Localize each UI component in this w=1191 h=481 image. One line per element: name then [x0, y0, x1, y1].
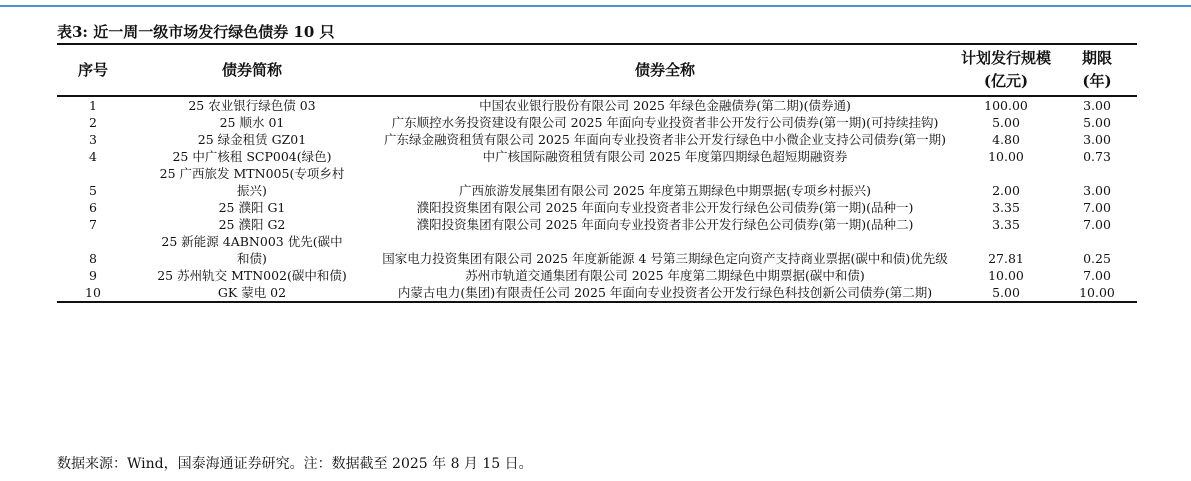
cell-amount-text: 100.00 — [984, 98, 1028, 113]
cell-term-text: 7.00 — [1083, 200, 1111, 215]
header-amount-label: 计划发行规模(亿元) — [960, 49, 1051, 90]
cell-short-name — [129, 216, 375, 233]
cell-full-name — [375, 233, 955, 267]
cell-term — [1057, 216, 1137, 233]
cell-index-text: 6 — [89, 200, 97, 215]
cell-full-name — [375, 216, 955, 233]
cell-short-name-text: 25 农业银行绿色债 03 — [188, 98, 316, 113]
cell-short-name-text: 25 顺水 01 — [219, 115, 285, 130]
header-amount — [955, 45, 1057, 96]
cell-short-name-text: 25 新能源 4ABN003 优先(碳中和债) — [161, 234, 343, 266]
cell-index-text: 5 — [89, 183, 97, 198]
cell-short-name-text: GK 蒙电 02 — [217, 285, 287, 300]
cell-term-text: 0.73 — [1083, 149, 1111, 164]
cell-full-name-text: 广东顺控水务投资建设有限公司 2025 年面向专业投资者非公开发行公司债券(第一期)(可持续挂钩) — [391, 115, 939, 130]
cell-full-name-text: 苏州市轨道交通集团有限公司 2025 年度第二期绿色中期票据(碳中和债) — [465, 268, 865, 283]
cell-short-name — [129, 267, 375, 284]
cell-amount-text: 3.35 — [992, 217, 1020, 232]
cell-index — [57, 267, 129, 284]
cell-term-text: 3.00 — [1083, 183, 1111, 198]
cell-amount — [955, 96, 1057, 114]
header-full-name: 债券全称 — [375, 45, 955, 96]
cell-index — [57, 165, 129, 199]
cell-index-text: 2 — [89, 115, 97, 130]
cell-index-text: 4 — [89, 149, 97, 164]
cell-full-name — [375, 148, 955, 165]
cell-amount — [955, 165, 1057, 199]
cell-full-name — [375, 96, 955, 114]
cell-short-name-text: 25 广西旅发 MTN005(专项乡村振兴) — [159, 166, 345, 198]
cell-term — [1057, 165, 1137, 199]
cell-full-name-text: 广东绿金融资租赁有限公司 2025 年面向专业投资者非公开发行绿色中小微企业支持公司债券(第一期) — [383, 132, 946, 147]
cell-index-text: 9 — [89, 268, 97, 283]
table-row — [57, 114, 1137, 131]
cell-full-name — [375, 284, 955, 302]
cell-index — [57, 216, 129, 233]
cell-short-name-text: 25 濮阳 G2 — [218, 217, 286, 232]
cell-short-name — [129, 165, 375, 199]
table-row — [57, 199, 1137, 216]
cell-term — [1057, 96, 1137, 114]
cell-amount — [955, 199, 1057, 216]
cell-term — [1057, 284, 1137, 302]
cell-term-text: 10.00 — [1079, 285, 1115, 300]
source-note: 数据来源：Wind，国泰海通证券研究。注：数据截至 2025 年 8 月 15 日。 — [57, 456, 533, 472]
cell-term-text: 7.00 — [1083, 217, 1111, 232]
cell-index — [57, 199, 129, 216]
top-accent-line — [0, 5, 1191, 7]
cell-index — [57, 114, 129, 131]
cell-short-name-text: 25 绿金租赁 GZ01 — [197, 132, 307, 147]
cell-index-text: 3 — [89, 132, 97, 147]
cell-term — [1057, 233, 1137, 267]
cell-full-name-text: 国家电力投资集团有限公司 2025 年度新能源 4 号第三期绿色定向资产支持商业票据(碳中和债)优先级 — [382, 251, 948, 266]
cell-full-name-text: 广西旅游发展集团有限公司 2025 年度第五期绿色中期票据(专项乡村振兴) — [458, 183, 871, 198]
cell-term — [1057, 114, 1137, 131]
cell-index-text: 8 — [89, 251, 97, 266]
cell-full-name — [375, 267, 955, 284]
cell-term-text: 0.25 — [1083, 251, 1111, 266]
header-term — [1057, 45, 1137, 96]
cell-amount — [955, 131, 1057, 148]
green-bond-table — [57, 45, 1137, 303]
cell-term — [1057, 131, 1137, 148]
cell-index — [57, 96, 129, 114]
table-body — [57, 96, 1137, 302]
cell-index — [57, 131, 129, 148]
cell-term — [1057, 148, 1137, 165]
cell-index-text: 10 — [85, 285, 101, 300]
cell-index — [57, 148, 129, 165]
cell-index — [57, 284, 129, 302]
cell-amount — [955, 114, 1057, 131]
cell-amount — [955, 233, 1057, 267]
cell-short-name — [129, 233, 375, 267]
cell-full-name — [375, 165, 955, 199]
cell-short-name — [129, 284, 375, 302]
table-title: 表3: 近一周一级市场发行绿色债券 10 只 — [57, 23, 335, 41]
cell-term-text: 7.00 — [1083, 268, 1111, 283]
cell-index — [57, 233, 129, 267]
cell-full-name — [375, 199, 955, 216]
cell-short-name-text: 25 苏州轨交 MTN002(碳中和债) — [157, 268, 347, 283]
cell-amount-text: 10.00 — [988, 268, 1024, 283]
cell-amount — [955, 216, 1057, 233]
cell-amount-text: 10.00 — [988, 149, 1024, 164]
cell-short-name-text: 25 濮阳 G1 — [218, 200, 286, 215]
cell-full-name-text: 中广核国际融资租赁有限公司 2025 年度第四期绿色超短期融资券 — [482, 149, 848, 164]
cell-short-name — [129, 114, 375, 131]
cell-amount-text: 4.80 — [992, 132, 1020, 147]
cell-amount-text: 3.35 — [992, 200, 1020, 215]
table-row — [57, 96, 1137, 114]
cell-amount-text: 5.00 — [992, 115, 1020, 130]
table-header-row — [57, 45, 1137, 96]
cell-amount — [955, 284, 1057, 302]
header-index: 序号 — [57, 45, 129, 96]
cell-term-text: 3.00 — [1083, 132, 1111, 147]
header-short-name: 债券简称 — [129, 45, 375, 96]
table-row — [57, 233, 1137, 267]
table-row — [57, 148, 1137, 165]
cell-full-name-text: 中国农业银行股份有限公司 2025 年绿色金融债券(第二期)(债券通) — [479, 98, 851, 113]
cell-term — [1057, 199, 1137, 216]
table-row — [57, 165, 1137, 199]
table-row — [57, 284, 1137, 302]
cell-short-name-text: 25 中广核租 SCP004(绿色) — [172, 149, 332, 164]
cell-full-name — [375, 114, 955, 131]
cell-term-text: 5.00 — [1083, 115, 1111, 130]
cell-amount — [955, 148, 1057, 165]
cell-amount-text: 27.81 — [988, 251, 1024, 266]
cell-amount-text: 5.00 — [992, 285, 1020, 300]
cell-amount-text: 2.00 — [992, 183, 1020, 198]
cell-term — [1057, 267, 1137, 284]
cell-full-name — [375, 131, 955, 148]
cell-index-text: 1 — [89, 98, 97, 113]
cell-short-name — [129, 96, 375, 114]
cell-short-name — [129, 131, 375, 148]
cell-index-text: 7 — [89, 217, 97, 232]
cell-term-text: 3.00 — [1083, 98, 1111, 113]
table-row — [57, 131, 1137, 148]
cell-full-name-text: 内蒙古电力(集团)有限责任公司 2025 年面向专业投资者公开发行绿色科技创新公司债券(第二期) — [397, 285, 933, 300]
cell-full-name-text: 濮阳投资集团有限公司 2025 年面向专业投资者非公开发行绿色公司债券(第一期)(品种一) — [416, 200, 914, 215]
table-row — [57, 267, 1137, 284]
cell-amount — [955, 267, 1057, 284]
cell-full-name-text: 濮阳投资集团有限公司 2025 年面向专业投资者非公开发行绿色公司债券(第一期)(品种二) — [416, 217, 914, 232]
header-term-label: 期限(年) — [1081, 49, 1112, 90]
cell-short-name — [129, 199, 375, 216]
table-row — [57, 216, 1137, 233]
cell-short-name — [129, 148, 375, 165]
